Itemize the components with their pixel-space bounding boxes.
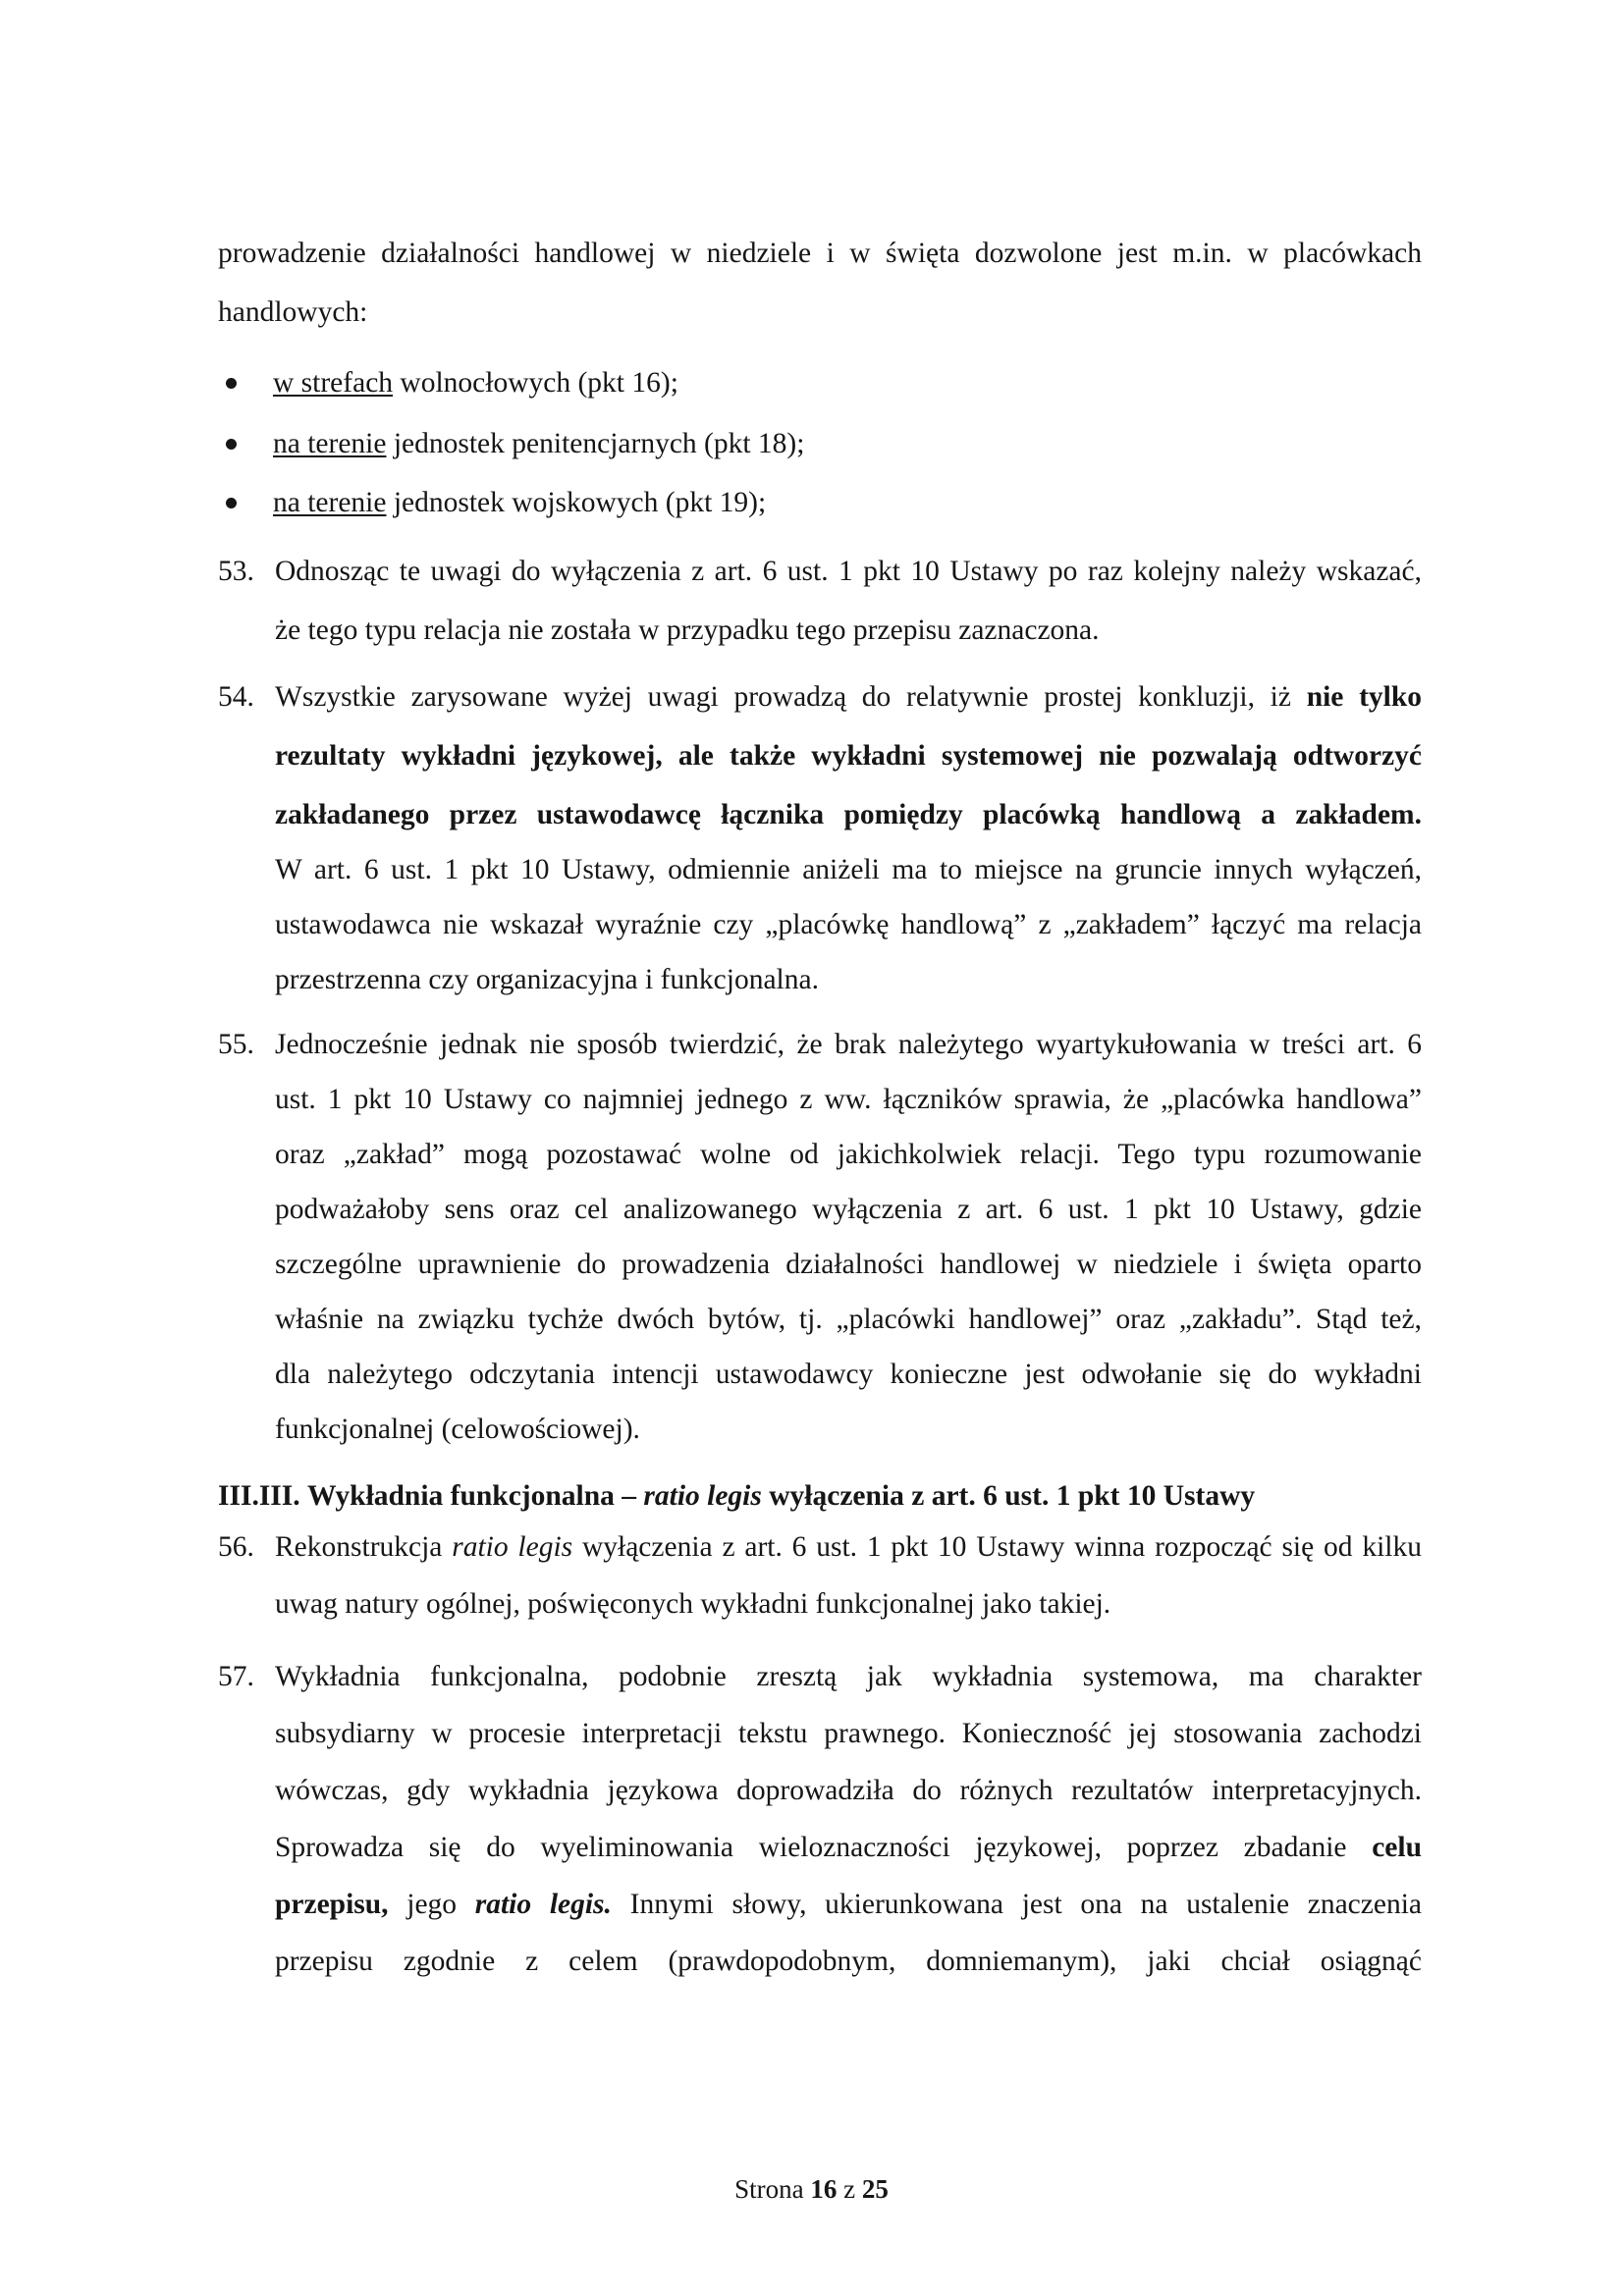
paragraph-53-line-1: Odnosząc te uwagi do wyłączenia z art. 6 ust. 1 pkt 10 Ustawy po raz kolejny należy wskazać, (275, 556, 1422, 587)
paragraph-57-line-1: Wykładnia funkcjonalna, podobnie zresztą jak wykładnia systemowa, ma charakter (275, 1661, 1422, 1692)
paragraph-54-line-1: Wszystkie zarysowane wyżej uwagi prowadzą do relatywnie prostej konkluzji, iż nie tylko (275, 681, 1423, 713)
paragraph-55-line-5: szczególne uprawnienie do prowadzenia działalności handlowej w niedziele i święta oparto (275, 1249, 1422, 1280)
intro-line-1: prowadzenie działalności handlowej w niedziele i w święta dozwolone jest m.in. w placówkach (218, 238, 1422, 269)
paragraph-57-line-4: Sprowadza się do wyeliminowania wieloznaczności językowej, poprzez zbadanie celu (275, 1832, 1422, 1863)
paragraph-55-line-3: oraz „zakład” mogą pozostawać wolne od jakichkolwiek relacji. Tego typu rozumowanie (275, 1139, 1422, 1170)
paragraph-55-line-1: Jednocześnie jednak nie sposób twierdzić, że brak należytego wyartykułowania w treści art. 6 (275, 1029, 1422, 1060)
paragraph-55-line-7: dla należytego odczytania intencji ustawodawcy konieczne jest odwołanie się do wykładni (275, 1359, 1422, 1390)
paragraph-54-line-6: przestrzenna czy organizacyjna i funkcjonalna. (275, 964, 819, 995)
paragraph-55-line-4: podważałoby sens oraz cel analizowanego wyłączenia z art. 6 ust. 1 pkt 10 Ustawy, gdzie (275, 1194, 1422, 1225)
paragraph-54-line-3: zakładanego przez ustawodawcę łącznika pomiędzy placówką handlową a zakładem. (275, 799, 1422, 830)
section-heading: III.III. Wykładnia funkcjonalna – ratio legis wyłączenia z art. 6 ust. 1 pkt 10 Ustawy (218, 1480, 1256, 1512)
underlined-text: na terenie (273, 428, 387, 459)
paragraph-56-line-1: Rekonstrukcja ratio legis wyłączenia z art. 6 ust. 1 pkt 10 Ustawy winna rozpocząć się od kilku (275, 1531, 1423, 1563)
document-page: prowadzenie działalności handlowej w niedziele i w święta dozwolone jest m.in. w placówkach handlowych: w strefach wolnocłowych (pkt 16); na terenie jednostek penitencjarnych (pkt 18); na terenie jednostek wojskowych (pkt 19); 53. Odnosząc te uwagi do wyłączenia z art. 6 ust. 1 pkt 10 Ustawy po raz kolejny należy wskazać, że tego typu relacja nie została w przypadku tego przepisu zaznaczona. 54. Wszystkie zarysowane wyżej uwagi prowadzą do relatywnie prostej konkluzji, iż nie tylko rezultaty wykładni językowej, ale także wykładni systemowej nie pozwalają odtworzyć zakładanego przez ustawodawcę łącznika pomiędzy placówką handlową a zakładem. W art. 6 ust. 1 pkt 10 Ustawy, odmiennie aniżeli ma to miejsce na gruncie innych wyłączeń, ustawodawca nie wskazał wyraźnie czy „placówkę handlową” z „zakładem” łączyć ma relacja przestrzenna czy organizacyjna i funkcjonalna. 55. Jednocześnie jednak nie sposób twierdzić, że brak należytego wyartykułowania w treści art. 6 ust. 1 pkt 10 Ustawy co najmniej jednego z ww. łączników sprawia, że „placówka handlowa” oraz „zakład” mogą pozostawać wolne od jakichkolwiek relacji. Tego typu rozumowanie podważałoby sens oraz cel analizowanego wyłączenia z art. 6 ust. 1 pkt 10 Ustawy, gdzie szczególne uprawnienie do prowadzenia działalności handlowej w niedziele i święta oparto właśnie na związku tychże dwóch bytów, tj. „placówki handlowej” oraz „zakładu”. Stąd też, dla należytego odczytania intencji ustawodawcy konieczne jest odwołanie się do wykładni funkcjonalnej (celowościowej). III.III. Wykładnia funkcjonalna – ratio legis wyłączenia z art. 6 ust. 1 pkt 10 Ustawy 56. Rekonstrukcja ratio legis wyłączenia z art. 6 ust. 1 pkt 10 Ustawy winna rozpocząć się od kilku uwag natury ogólnej, poświęconych wykładni funkcjonalnej jako takiej. 57. Wykładnia funkcjonalna, podobnie zresztą jak wykładnia systemowa, ma charakter subsydiarny w procesie interpretacji tekstu prawnego. Konieczność jej stosowania zachodzi wówczas, gdy wykładnia językowa doprowadziła do różnych rezultatów interpretacyjnych. Sprowadza się do wyeliminowania wieloznaczności językowej, poprzez zbadanie celu przepisu, jego ratio legis. Innymi słowy, ukierunkowana jest ona na ustalenie znaczenia przepisu zgodnie z celem (prawdopodobnym, domniemanym), jaki chciał osiągnąć Strona 16 z 25 (0, 0, 1623, 2296)
heading-number: III.III. (218, 1480, 300, 1512)
paragraph-57-line-3: wówczas, gdy wykładnia językowa doprowadziła do różnych rezultatów interpretacyjnych. (275, 1775, 1422, 1806)
paragraph-56-line-2: uwag natury ogólnej, poświęconych wykładni funkcjonalnej jako takiej. (275, 1588, 1111, 1620)
paragraph-57-line-2: subsydiarny w procesie interpretacji tekstu prawnego. Konieczność jej stosowania zachodzi (275, 1718, 1422, 1749)
underlined-text: na terenie (273, 487, 387, 518)
paragraph-number: 55. (218, 1029, 254, 1060)
bullet-icon (226, 498, 237, 508)
current-page-number: 16 (810, 2174, 838, 2204)
paragraph-54-line-5: ustawodawca nie wskazał wyraźnie czy „placówkę handlową” z „zakładem” łączyć ma relacja (275, 909, 1422, 940)
paragraph-number: 56. (218, 1531, 254, 1563)
paragraph-55-line-2: ust. 1 pkt 10 Ustawy co najmniej jednego z ww. łączników sprawia, że „placówka handlowa” (275, 1084, 1422, 1115)
total-page-count: 25 (861, 2174, 889, 2204)
intro-line-2: handlowych: (218, 296, 368, 328)
paragraph-55-line-8: funkcjonalnej (celowościowej). (275, 1414, 640, 1445)
paragraph-53-line-2: że tego typu relacja nie została w przypadku tego przepisu zaznaczona. (275, 614, 1100, 646)
paragraph-54-line-4: W art. 6 ust. 1 pkt 10 Ustawy, odmiennie aniżeli ma to miejsce na gruncie innych wyłączeń, (275, 854, 1422, 885)
page-footer: Strona 16 z 25 (734, 2174, 889, 2204)
bullet-icon (226, 378, 237, 389)
bullet-icon (226, 439, 237, 450)
paragraph-number: 53. (218, 556, 254, 587)
paragraph-57-line-6: przepisu zgodnie z celem (prawdopodobnym, domniemanym), jaki chciał osiągnąć (275, 1946, 1422, 1977)
paragraph-57-line-5: przepisu, jego ratio legis. Innymi słowy, ukierunkowana jest ona na ustalenie znaczenia (275, 1889, 1422, 1920)
paragraph-number: 57. (218, 1661, 254, 1692)
paragraph-55-line-6: właśnie na związku tychże dwóch bytów, tj. „placówki handlowej” oraz „zakładu”. Stąd też, (275, 1304, 1422, 1335)
paragraph-54-line-2: rezultaty wykładni językowej, ale także wykładni systemowej nie pozwalają odtworzyć (275, 740, 1422, 772)
paragraph-number: 54. (218, 681, 254, 713)
underlined-text: w strefach (273, 367, 394, 399)
